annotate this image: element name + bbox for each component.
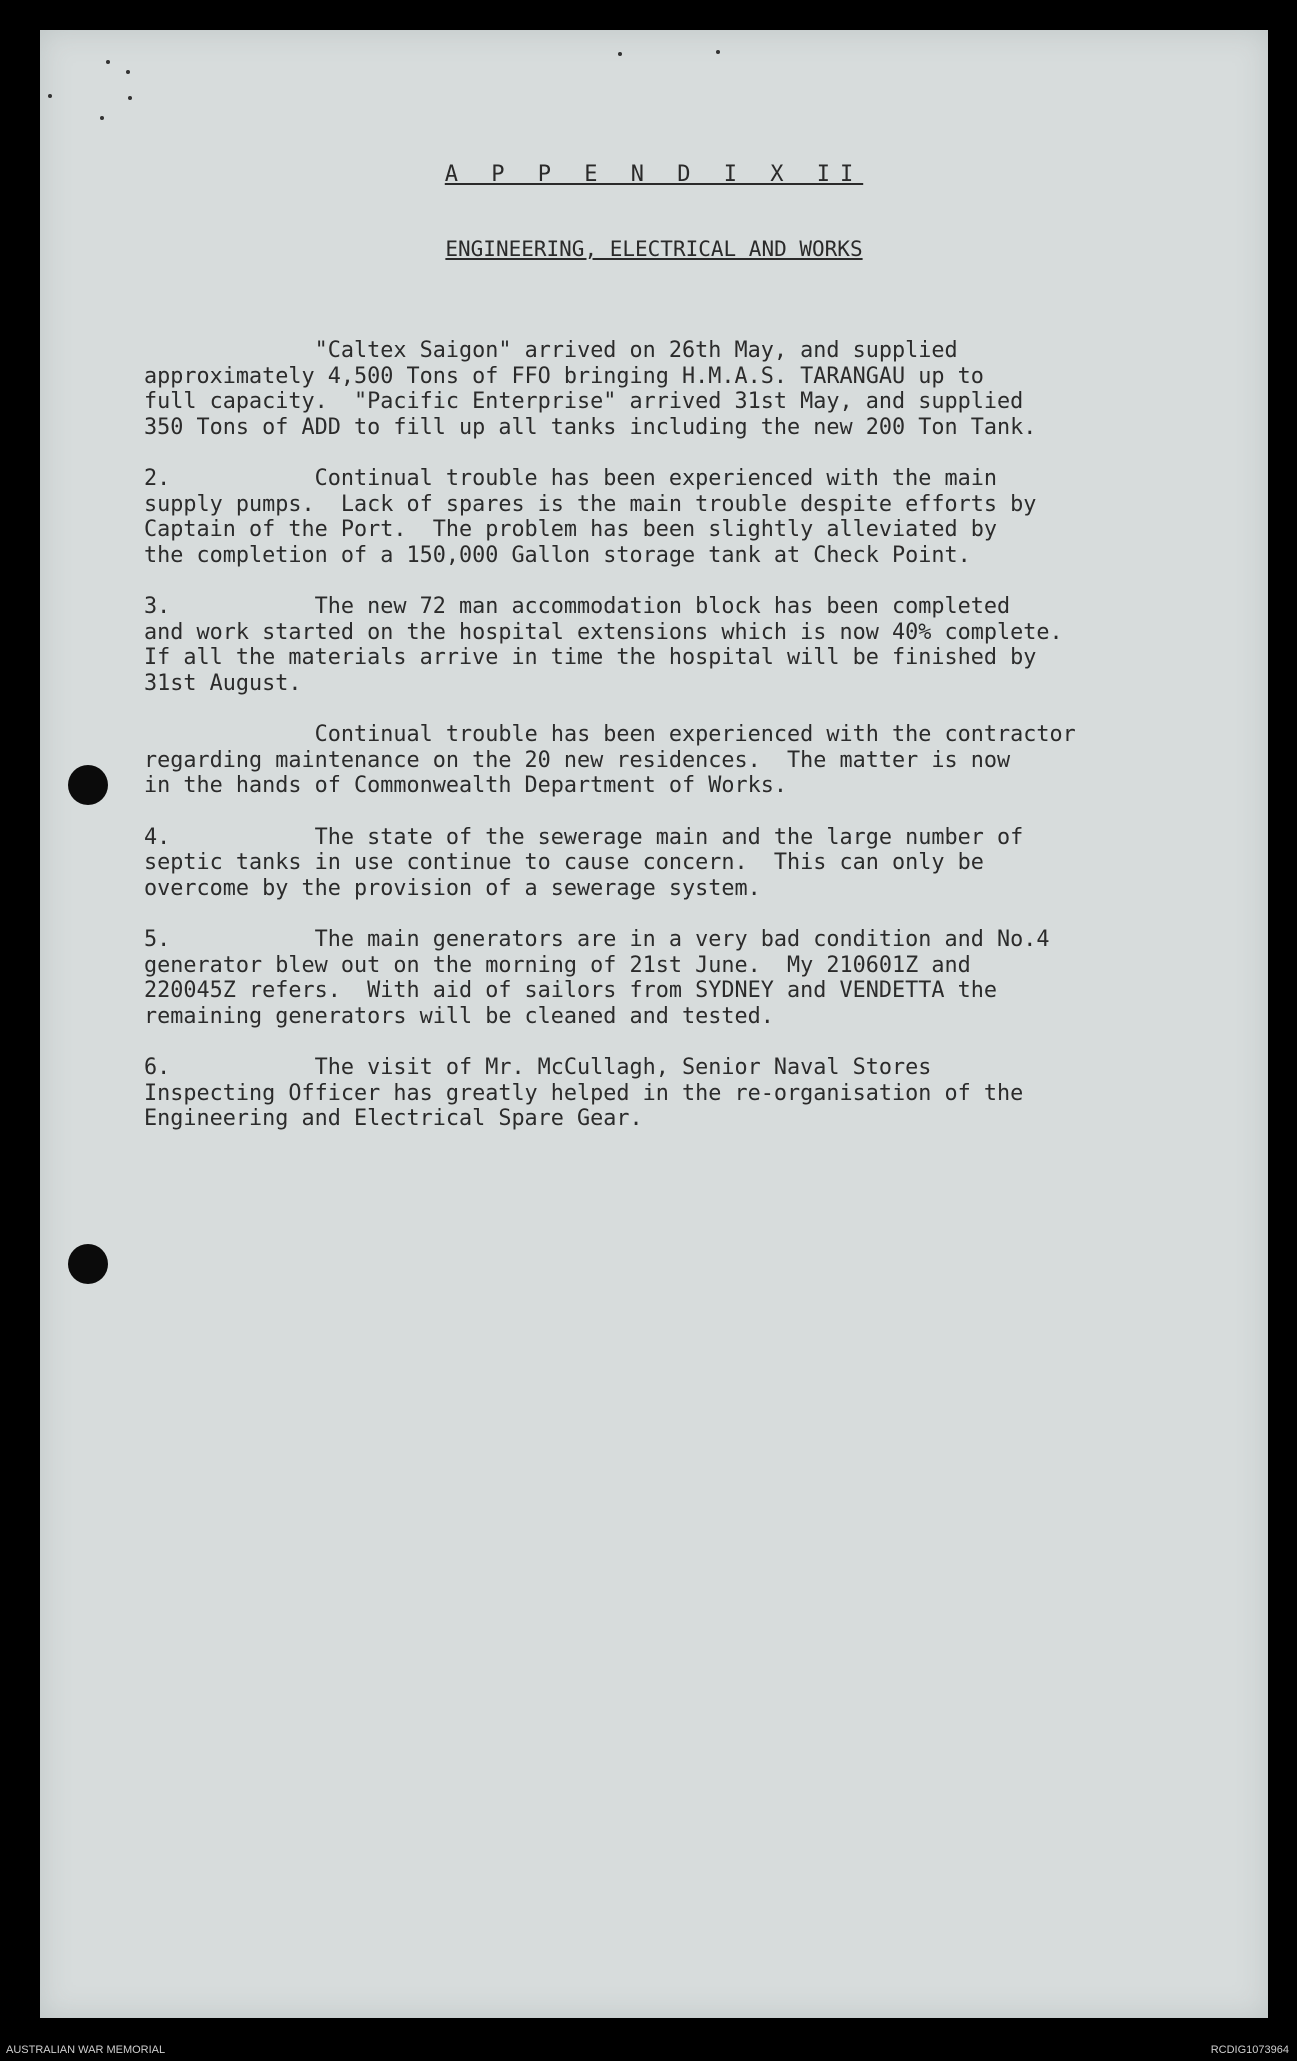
punch-hole xyxy=(68,765,108,805)
paper-speck xyxy=(48,94,52,98)
footer-archive-name: AUSTRALIAN WAR MEMORIAL xyxy=(6,2044,166,2056)
section-title: ENGINEERING, ELECTRICAL AND WORKS xyxy=(445,237,863,261)
paragraph-6: 6. The visit of Mr. McCullagh, Senior Naval Stores Inspecting Officer has greatly helped in the re-organisation of the Engineering and Electrical Spare Gear. xyxy=(144,1055,1024,1131)
paragraph-intro: "Caltex Saigon" arrived on 26th May, and supplied approximately 4,500 Tons of FFO bringing H.M.A.S. TARANGAU up to full capacity. "Pacific Enterprise" arrived 31st May, and supplied 350 Tons of ADD to fill up all tanks including the new 200 Ton Tank. xyxy=(144,338,1037,440)
paper-speck xyxy=(618,52,622,56)
paper-speck xyxy=(126,70,130,74)
paper-speck xyxy=(128,96,132,100)
paragraph-4: 4. The state of the sewerage main and the large number of septic tanks in use continue to cause concern. This can only be overcome by the provision of a sewerage system. xyxy=(144,824,1024,901)
appendix-title: A P P E N D I X II xyxy=(444,162,864,187)
paper-speck xyxy=(716,50,720,54)
paper-speck xyxy=(106,60,110,64)
document-page xyxy=(40,30,1268,2018)
paragraph-3-continued: Continual trouble has been experienced with the contractor regarding maintenance on the 20 new residences. The matter is now in the hands of Commonwealth Department of Works. xyxy=(144,722,1076,798)
paper-speck xyxy=(100,116,104,120)
punch-hole xyxy=(68,1244,108,1284)
paragraph-5: 5. The main generators are in a very bad condition and No.4 generator blew out on the morning of 21st June. My 210601Z and 220045Z refers. With aid of sailors from SYDNEY and VENDETTA the remaining generators will be cleaned and tested. xyxy=(144,927,1050,1029)
paragraph-3: 3. The new 72 man accommodation block has been completed and work started on the hospital extensions which is now 40% complete. If all the materials arrive in time the hospital will be finished by 31st August. xyxy=(144,594,1063,696)
footer-record-id: RCDIG1073964 xyxy=(1210,2044,1289,2056)
document-body xyxy=(144,338,1254,1158)
paragraph-2: 2. Continual trouble has been experienced with the main supply pumps. Lack of spares is the main trouble despite efforts by Captain of the Port. The problem has been slightly alleviated by the completion of a 150,000 Gallon storage tank at Check Point. xyxy=(144,466,1037,568)
